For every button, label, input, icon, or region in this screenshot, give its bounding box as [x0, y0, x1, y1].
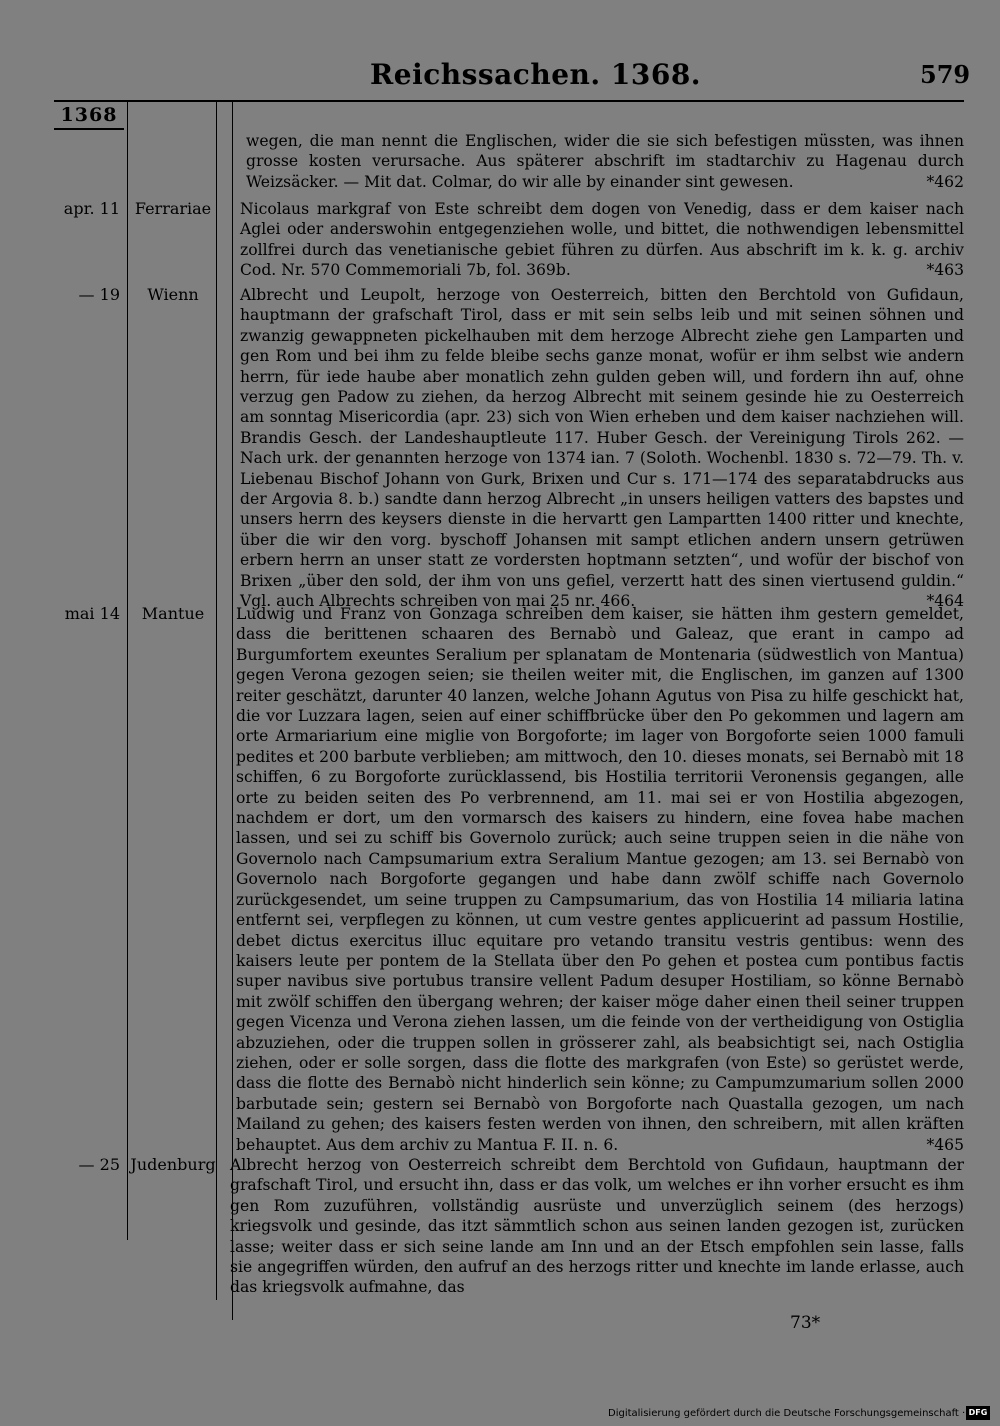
- entry-text: [246, 131, 964, 192]
- entry-place: Ferrariae: [134, 199, 212, 218]
- entry-body: Nicolaus markgraf von Este schreibt dem dogen von Venedig, dass er dem kaiser nach Aglei oder anderswohin entgegenziehen wolle, und bittet, die nothwendigen lebensmittel zollfrei durch das venetianische gebiet führen zu dürfen. Aus abschrift im k. k. g. archiv Cod. Nr. 570 Commemoriali 7b, fol. 369b.: [240, 200, 964, 280]
- running-title: Reichssachen. 1368.: [370, 58, 702, 91]
- entry-text: [236, 604, 964, 1155]
- dfg-logo: DFG: [966, 1406, 990, 1420]
- digitization-credit: Digitalisierung gefördert durch die Deutsche Forschungsgemeinschaft ·: [608, 1408, 966, 1419]
- column-divider-text: [232, 100, 233, 1320]
- entry-text: [240, 285, 964, 612]
- entry-body: Ludwig und Franz von Gonzaga schreiben dem kaiser, sie hätten ihm gestern gemeldet, dass die berittenen schaaren des Bernabò und Galeaz, que erant in campo ad Burgumfortem exeuntes Seralium per splanatam de Montenaria (südwestlich von Mantua) gegen Verona gezogen seien; sie theilen weiter mit, die Englischen, im ganzen auf 1300 reiter geschätzt, darunter 40 lanzen, welche Johann Agutus von Pisa zu hilfe geschickt hat, die vor Luzzara lagen, seien auf einer schiffbrücke über den Po gekommen und lagern am orte Armariarium eine miglie von Borgoforte; im lager von Borgoforte seien 1000 famuli pedites et 200 barbute verblieben; am mittwoch, den 10. dieses monats, sei Bernabò mit 18 schiffen, 6 zu Borgoforte zurücklassend, bis Hostilia territorii Veronensis gegangen, alle orte zu beiden seiten des Po verbrennend, am 11. mai sei er von Hostilia abgezogen, nachdem er dort, um den vormarsch des kaisers zu hindern, eine fovea habe machen lassen, und sei zu schiff bis Governolo zurück; auch seine truppen seien in die nähe von Governolo nach Campsumarium extra Seralium Mantue gezogen; am 13. sei Bernabò von Governolo nach Borgoforte gegangen und habe dann zwölf schiffe nach Governolo zurückgesendet, um seine truppen zu Campsumarium, das von Hostilia 14 miliaria latina entfernt sei, verpflegen zu können, ut cum vestre gentes applicuerint ad passum Hostilie, debet dictus exercitus illuc equitare pro vetando transitu vestris gentibus: wenn des kaisers leute per pontem de la Stellata über den Po gehen et postea cum pontibus factis super navibus sive portubus transire vellent Padum desuper Hostiliam, so könne Bernabò mit zwölf schiffen den übergang wehren; der kaiser möge daher einen theil seiner truppen gegen Vicenza und Verona ziehen lassen, um die feinde von der vertheidigung von Ostiglia abzuziehen, oder die truppen sollen in grösserer zahl, als beabsichtigt sei, nach Ostiglia ziehen, oder er solle sorgen, dass die flotte des markgrafen (von Este) so gerüstet werde, dass die flotte des Bernabò nicht hinderlich sein könne; zu Campumzumarium sollen 2000 barbutade sein; gestern sei Bernabò von Borgoforte nach Quastalla gezogen, um nach Mailand zu gehen; des kaisers festen werden von ihnen, den schreibern, mit allen kräften behauptet. Aus dem archiv zu Mantua F. II. n. 6.: [236, 605, 964, 1154]
- year-label: 1368: [60, 104, 118, 126]
- entry-body: Albrecht herzog von Oesterreich schreibt dem Berchtold von Gufidaun, hauptmann der grafschaft Tirol, und ersucht ihn, dass er das volk, um welches er ihn vorher ersucht es ihm gen Rom zuzuführen, vollständig ausrüste und unverzüglich seinem (des herzogs) kriegsvolk und gesinde, das itzt sämmtlich schon aus seinen landen gezogen ist, zurücken lasse; weiter dass er sich seine lande am Inn und an der Etsch empfohlen sein lasse, falls sie angegriffen würden, den aufruf an des herzogs ritter und knechte im lande erlasse, auch das kriegsvolk aufmahne, das: [230, 1156, 964, 1297]
- column-divider-date: [127, 100, 128, 1240]
- entry-number: *464: [926, 592, 964, 611]
- entry-place: Wienn: [147, 285, 199, 304]
- entry-date: apr. 11: [63, 199, 120, 218]
- sheet-signature: 73*: [790, 1313, 821, 1333]
- entry-body: Albrecht und Leupolt, herzoge von Oesterreich, bitten den Berchtold von Gufidaun, hauptmann der grafschaft Tirol, dass er mit sein selbs leib und mit seinen söhnen und zwanzig gewappneten pickelhauben mit dem herzoge Albrecht ziehe gen Lamparten und gen Rom und bei ihm zu felde bleibe sechs ganze monat, wofür er ihm selbst wie andern herrn, für iede haube aber monatlich zehn gulden geben will, und fordern ihn auf, ohne verzug gen Padow zu ziehen, da herzog Albrecht mit seinem gesinde hie zu Oesterreich am sonntag Misericordia (apr. 23) sich von Wien erheben und dem kaiser nachziehen will. Brandis Gesch. der Landeshauptleute 117. Huber Gesch. der Vereinigung Tirols 262. — Nach urk. der genannten herzoge von 1374 ian. 7 (Soloth. Wochenbl. 1830 s. 72—79. Th. v. Liebenau Bischof Johann von Gurk, Brixen und Cur s. 171—174 des separatabdrucks aus der Argovia 8. b.) sandte dann herzog Albrecht „in unsers heiligen vatters des bapstes und unsers herrn des keysers dienste in die hervartt gen Lampartten 1400 ritter und knechte, über die wir den vorg. byschoff Johansen mit sampt etlichen andern unsern getrüwen erbern herrn an unser statt ze vordersten hoptmann setzten“, und wofür der bischof von Brixen „über den sold, der ihm von uns gefiel, verzertt hatt des sinen viertusend guldin.“ Vgl. auch Albrechts schreiben von mai 25 nr. 466.: [240, 286, 964, 611]
- entry-date: — 19: [78, 285, 120, 304]
- entry-body: wegen, die man nennt die Englischen, wider die sie sich befestigen müssten, was ihnen grosse kosten verursache. Aus späterer abschrift im stadtarchiv zu Hagenau durch Weizsäcker. — Mit dat. Colmar, do wir alle by einander sint gewesen.: [246, 132, 964, 191]
- year-label-underline: [54, 128, 124, 130]
- header-rule: [54, 100, 964, 102]
- page-number: 579: [920, 60, 971, 89]
- entry-text: [240, 199, 964, 281]
- entry-number: *462: [926, 172, 964, 191]
- entry-place: Mantue: [141, 604, 205, 623]
- entry-date: — 25: [78, 1155, 120, 1174]
- entry-number: *465: [926, 1135, 964, 1154]
- entry-text: [230, 1155, 964, 1298]
- entry-date: mai 14: [64, 604, 120, 623]
- entry-place: Judenburg: [130, 1155, 216, 1174]
- entry-number: *463: [926, 261, 964, 280]
- column-divider-place: [216, 100, 217, 1300]
